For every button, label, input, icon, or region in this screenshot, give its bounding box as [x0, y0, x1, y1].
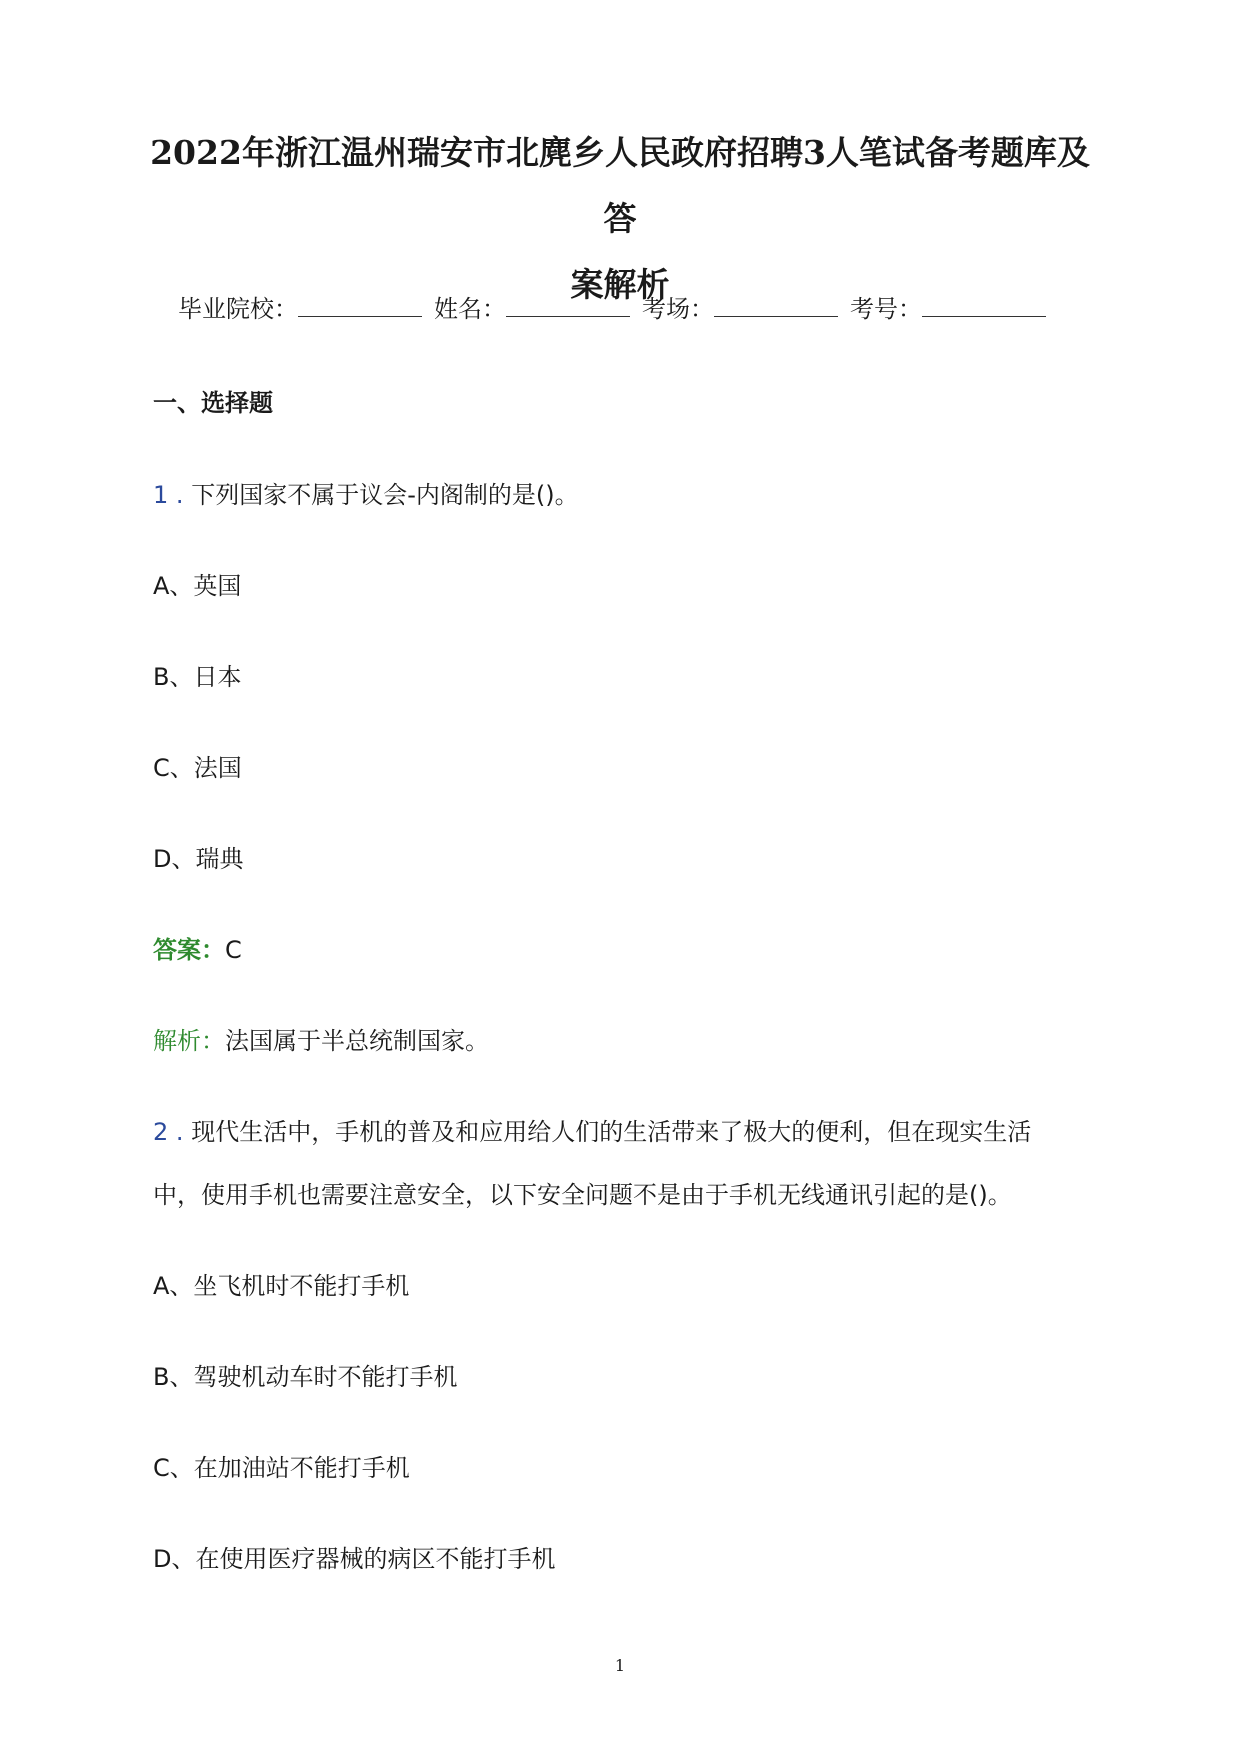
- number-blank: [922, 294, 1046, 317]
- question-1-option-c: C、法国: [153, 754, 242, 782]
- question-2-option-b: B、驾驶机动车时不能打手机: [153, 1363, 458, 1391]
- title-line-1: 2022年浙江温州瑞安市北麂乡人民政府招聘3人笔试备考题库及答: [150, 133, 1090, 238]
- question-2-option-c: C、在加油站不能打手机: [153, 1454, 410, 1482]
- room-label: 考场：: [642, 295, 714, 323]
- school-label: 毕业院校：: [178, 295, 298, 323]
- question-1-answer: [153, 930, 242, 965]
- name-field: [434, 289, 630, 324]
- question-2-stem-line-2: 中，使用手机也需要注意安全，以下安全问题不是由于手机无线通讯引起的是()。: [153, 1181, 1012, 1209]
- name-blank: [506, 294, 630, 317]
- question-number-separator: .: [175, 1118, 184, 1146]
- question-text: 现代生活中，手机的普及和应用给人们的生活带来了极大的便利，但在现实生活: [191, 1118, 1032, 1146]
- question-2-option-a: A、坐飞机时不能打手机: [153, 1272, 410, 1300]
- page-number: 1: [614, 1656, 626, 1675]
- school-blank: [298, 294, 422, 317]
- analysis-text: 法国属于半总统制国家。: [225, 1027, 489, 1055]
- school-field: [178, 289, 422, 324]
- question-text: 下列国家不属于议会-内阁制的是()。: [191, 481, 579, 509]
- title-line-2: 案解析: [570, 265, 670, 304]
- name-label: 姓名：: [434, 295, 506, 323]
- number-field: [850, 289, 1046, 324]
- question-number: 2: [153, 1118, 169, 1146]
- section-heading: 一、选择题: [153, 389, 273, 417]
- question-number-separator: .: [175, 481, 184, 509]
- question-1-stem: [153, 475, 579, 510]
- answer-label: 答案：: [153, 936, 225, 964]
- room-field: [642, 289, 838, 324]
- answer-value: C: [225, 936, 242, 964]
- room-blank: [714, 294, 838, 317]
- analysis-label: 解析：: [153, 1027, 225, 1055]
- question-2-option-d: D、在使用医疗器械的病区不能打手机: [153, 1545, 556, 1573]
- question-1-option-d: D、瑞典: [153, 845, 244, 873]
- question-2-stem-line-1: [153, 1112, 1031, 1147]
- number-label: 考号：: [850, 295, 922, 323]
- question-number: 1: [153, 481, 169, 509]
- question-1-option-b: B、日本: [153, 663, 242, 691]
- question-1-option-a: A、英国: [153, 572, 242, 600]
- candidate-info-row: [178, 289, 1058, 324]
- question-1-analysis: [153, 1021, 489, 1056]
